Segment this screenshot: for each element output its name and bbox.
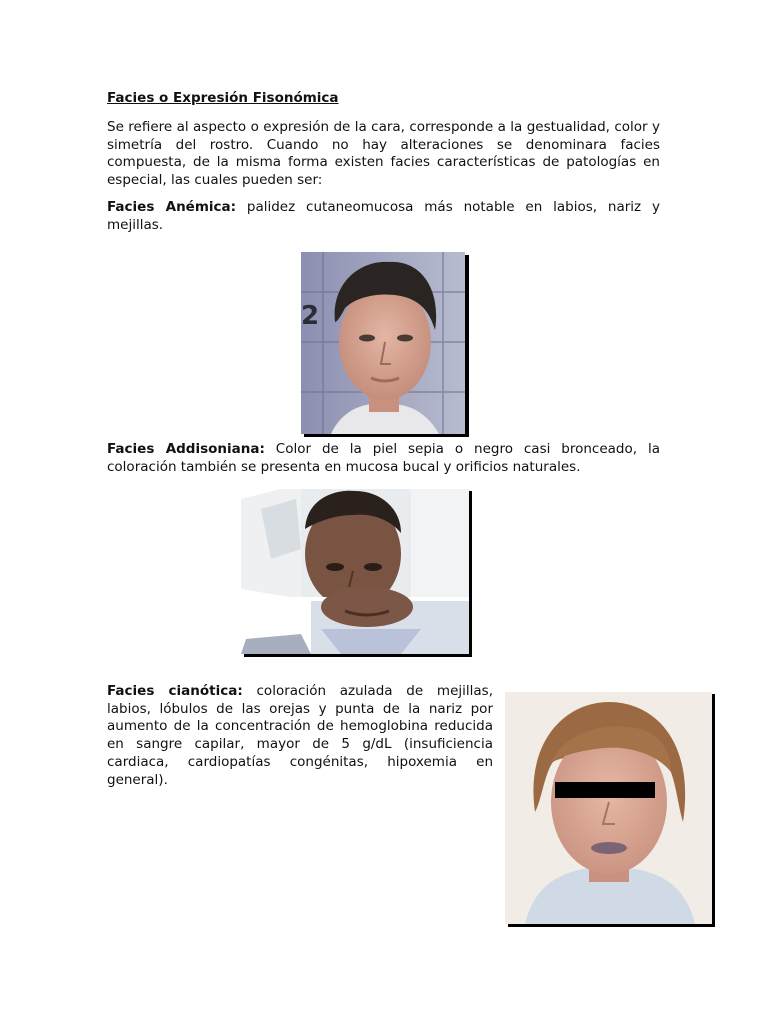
photo-number-label: 2 xyxy=(301,301,320,331)
cyanotic-section xyxy=(107,683,493,789)
page-title: Facies o Expresión Fisonómica xyxy=(107,90,339,106)
eye-censor-bar xyxy=(555,782,655,798)
addisonian-face-photo xyxy=(241,489,470,654)
anemic-term: Facies Anémica: xyxy=(107,199,237,215)
photo-shadow xyxy=(465,255,469,436)
anemic-section xyxy=(107,199,660,234)
addisonian-description: Color de la piel sepia o negro casi bronceado, la coloración también se presenta en mucosa bucal y orificios naturales. xyxy=(107,441,660,475)
addisonian-term: Facies Addisoniana: xyxy=(107,441,265,457)
anemic-face-photo xyxy=(301,252,465,434)
intro-paragraph: Se refiere al aspecto o expresión de la cara, corresponde a la gestualidad, color y simetría del rostro. Cuando no hay alteraciones se denominara facies compuesta, de la misma forma existen facies características de patologías en especial, las cuales pueden ser: xyxy=(107,119,660,189)
addisonian-section xyxy=(107,441,660,476)
photo-shadow xyxy=(508,924,715,927)
photo-shadow xyxy=(304,434,469,437)
photo-shadow xyxy=(712,694,715,926)
photo-shadow xyxy=(469,491,472,657)
cyanotic-description: coloración azulada de mejillas, labios, lóbulos de las orejas y punta de la nariz por aumento de la concentración de hemoglobina reducida en sangre capilar, mayor de 5 g/dL (insuficiencia cardiaca, cardiopatías congénitas, hipoxemia en general). xyxy=(107,683,493,788)
photo-shadow xyxy=(244,654,472,657)
cyanotic-face-photo xyxy=(505,692,712,924)
anemic-description: palidez cutaneomucosa más notable en labios, nariz y mejillas. xyxy=(107,199,660,233)
cyanotic-term: Facies cianótica: xyxy=(107,683,243,699)
